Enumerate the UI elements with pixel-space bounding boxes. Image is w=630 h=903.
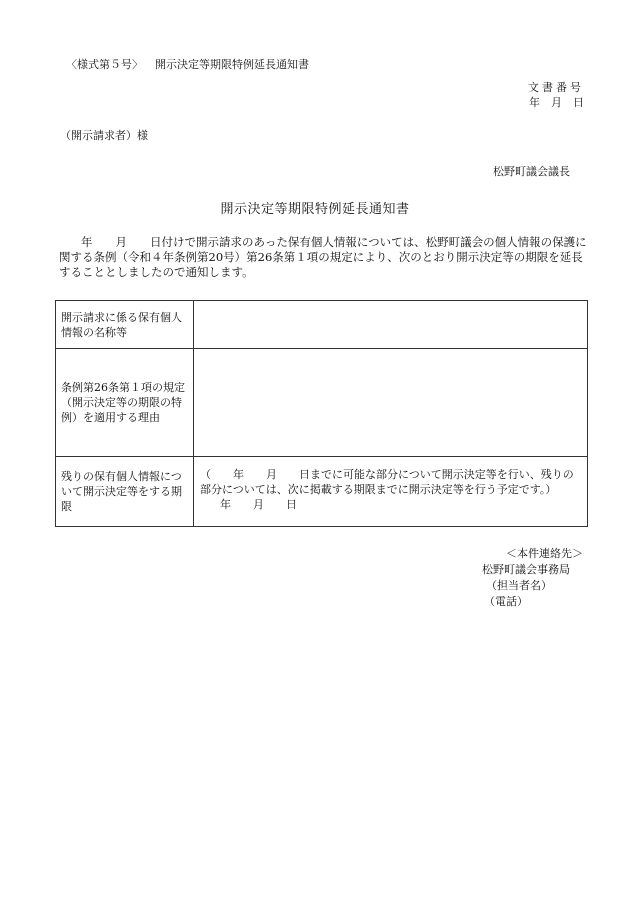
- document-number: 文書番号: [528, 81, 584, 94]
- table-row: [56, 301, 588, 349]
- row-label-deadline: 残りの保有個人情報について開示決定等をする期限: [56, 457, 194, 527]
- form-number: 〈様式第５号〉: [66, 58, 143, 71]
- document-title: 開示決定等期限特例延長通知書: [220, 202, 410, 217]
- row-label-info-name: 開示請求に係る保有個人情報の名称等: [56, 301, 194, 349]
- row-value-reason: [194, 349, 588, 457]
- contact-office: 松野町議会事務局: [482, 563, 570, 576]
- deadline-text: （ 年 月 日までに可能な部分について開示決定等を行い、残りの部分については、次に掲載する期限までに開示決定等を行う予定です。）: [200, 468, 574, 496]
- contact-person: （担当者名）: [486, 579, 552, 592]
- table-row: [56, 457, 588, 527]
- table-row: [56, 349, 588, 457]
- form-label: [66, 56, 309, 72]
- contact-heading: ＜本件連絡先＞: [506, 547, 583, 560]
- row-value-deadline: [194, 457, 588, 527]
- info-table: [55, 300, 588, 527]
- contact-block: [480, 546, 583, 610]
- row-label-reason: 条例第26条第１項の規定（開示決定等の期限の特例）を適用する理由: [56, 349, 194, 457]
- row-value-info-name: [194, 301, 588, 349]
- sender: 松野町議会議長: [493, 165, 570, 178]
- body-text: 年 月 日付けで開示請求のあった保有個人情報については、松野町議会の個人情報の保護に関する条例（令和４年条例第20号）第26条第１項の規定により、次のとおり開示決定等の期限を延長することとしましたので通知します。: [59, 235, 587, 279]
- form-title-small: 開示決定等期限特例延長通知書: [155, 58, 309, 71]
- addressee: （開示請求者）様: [60, 129, 148, 142]
- deadline-date: 年 月 日: [220, 498, 297, 511]
- body-paragraph: [59, 235, 594, 280]
- document-date: 年 月 日: [529, 96, 584, 109]
- contact-phone: （電話）: [484, 595, 528, 608]
